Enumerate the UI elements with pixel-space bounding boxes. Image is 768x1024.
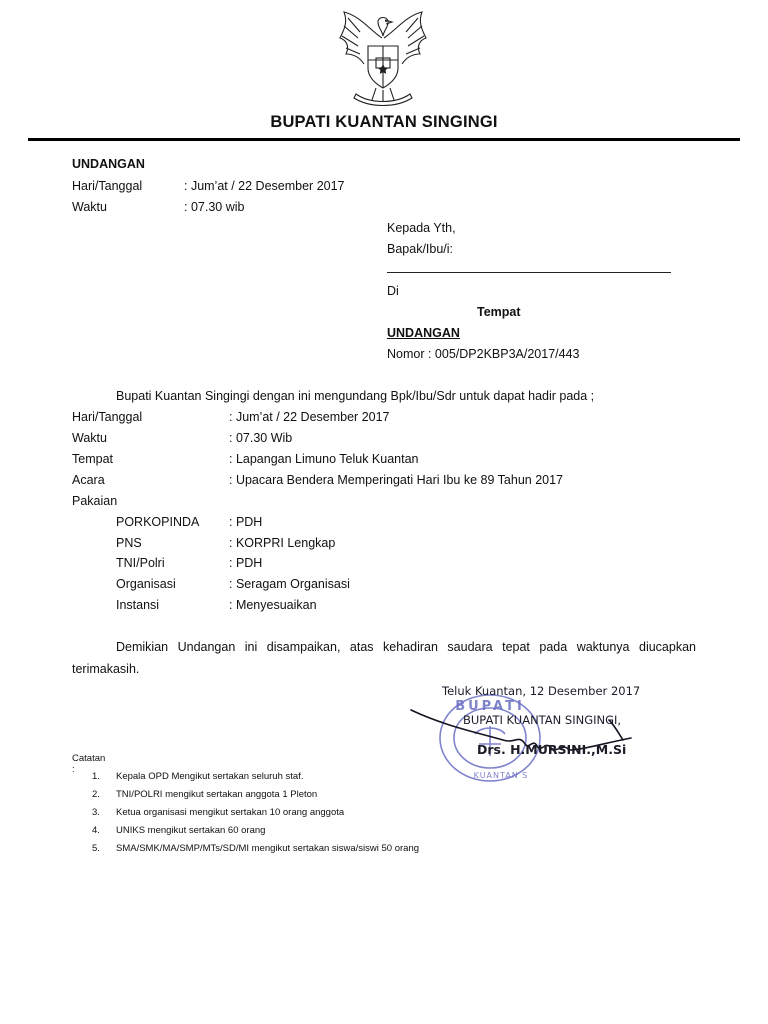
detail-label: Tempat xyxy=(72,452,113,466)
closing-text: Demikian Undangan ini disampaikan, atas kehadiran saudara tepat pada waktunya diucapkan terimakasih. xyxy=(72,640,696,676)
attire-label: PORKOPINDA xyxy=(116,515,200,529)
attire-value: : PDH xyxy=(229,515,263,529)
signature-block xyxy=(405,680,655,790)
intro-heading: UNDANGAN xyxy=(72,157,145,171)
detail-value: : Upacara Bendera Memperingati Hari Ibu ke 89 Tahun 2017 xyxy=(229,473,564,487)
attire-value: : KORPRI Lengkap xyxy=(229,536,336,550)
note-text: UNIKS mengikut sertakan 60 orang xyxy=(116,825,266,836)
signature-name: Drs. H.MURSINI.,M.Si xyxy=(477,742,627,757)
detail-label: Pakaian xyxy=(72,494,118,508)
intro-date-value: : Jum’at / 22 Desember 2017 xyxy=(184,179,345,193)
attire-label: Instansi xyxy=(116,598,160,612)
detail-value: : Lapangan Limuno Teluk Kuantan xyxy=(229,452,419,466)
note-number: 3. xyxy=(92,807,100,818)
note-number: 2. xyxy=(92,789,100,800)
detail-label: Hari/Tanggal xyxy=(72,410,143,424)
note-text: Ketua organisasi mengikut sertakan 10 orang anggota xyxy=(116,807,345,818)
attire-value: : PDH xyxy=(229,556,263,570)
detail-label: Waktu xyxy=(72,431,107,445)
header-divider xyxy=(28,138,740,141)
address-nomor: Nomor : 005/DP2KBP3A/2017/443 xyxy=(387,347,580,361)
address-to: Kepada Yth, xyxy=(387,221,456,235)
intro-date-label: Hari/Tanggal xyxy=(72,179,143,193)
stamp-lower-label: KUANTAN S xyxy=(473,771,529,780)
detail-label: Acara xyxy=(72,473,105,487)
signature-place-date: Teluk Kuantan, 12 Desember 2017 xyxy=(442,684,641,698)
attire-label: PNS xyxy=(116,536,142,550)
address-heading: UNDANGAN xyxy=(387,326,460,340)
page-title: BUPATI KUANTAN SINGINGI xyxy=(270,113,498,131)
intro-time-label: Waktu xyxy=(72,200,107,214)
attire-label: TNI/Polri xyxy=(116,556,165,570)
garuda-emblem-icon xyxy=(330,8,436,106)
notes-heading: Catatan : xyxy=(72,753,106,775)
signature-office: BUPATI KUANTAN SINGINGI, xyxy=(463,713,622,727)
attire-label: Organisasi xyxy=(116,577,176,591)
detail-value: : 07.30 Wib xyxy=(229,431,293,445)
address-tempat: Tempat xyxy=(477,305,521,319)
closing-paragraph xyxy=(72,636,696,680)
note-number: 1. xyxy=(92,771,100,782)
stamp-label: BUPATI xyxy=(455,699,525,714)
address-di: Di xyxy=(387,284,399,298)
intro-time-value: : 07.30 wib xyxy=(184,200,245,214)
note-text: SMA/SMK/MA/SMP/MTs/SD/MI mengikut sertakan siswa/siswi 50 orang xyxy=(116,843,420,854)
body-opening: Bupati Kuantan Singingi dengan ini mengundang Bpk/Ibu/Sdr untuk dapat hadir pada ; xyxy=(116,389,595,403)
address-recipient: Bapak/Ibu/i: xyxy=(387,242,454,256)
note-number: 5. xyxy=(92,843,100,854)
note-text: Kepala OPD Mengikut sertakan seluruh staf. xyxy=(116,771,304,782)
detail-value: : Jum’at / 22 Desember 2017 xyxy=(229,410,390,424)
recipient-line xyxy=(387,272,671,273)
note-number: 4. xyxy=(92,825,100,836)
attire-value: : Menyesuaikan xyxy=(229,598,317,612)
note-text: TNI/POLRI mengikut sertakan anggota 1 Pleton xyxy=(116,789,318,800)
attire-value: : Seragam Organisasi xyxy=(229,577,350,591)
